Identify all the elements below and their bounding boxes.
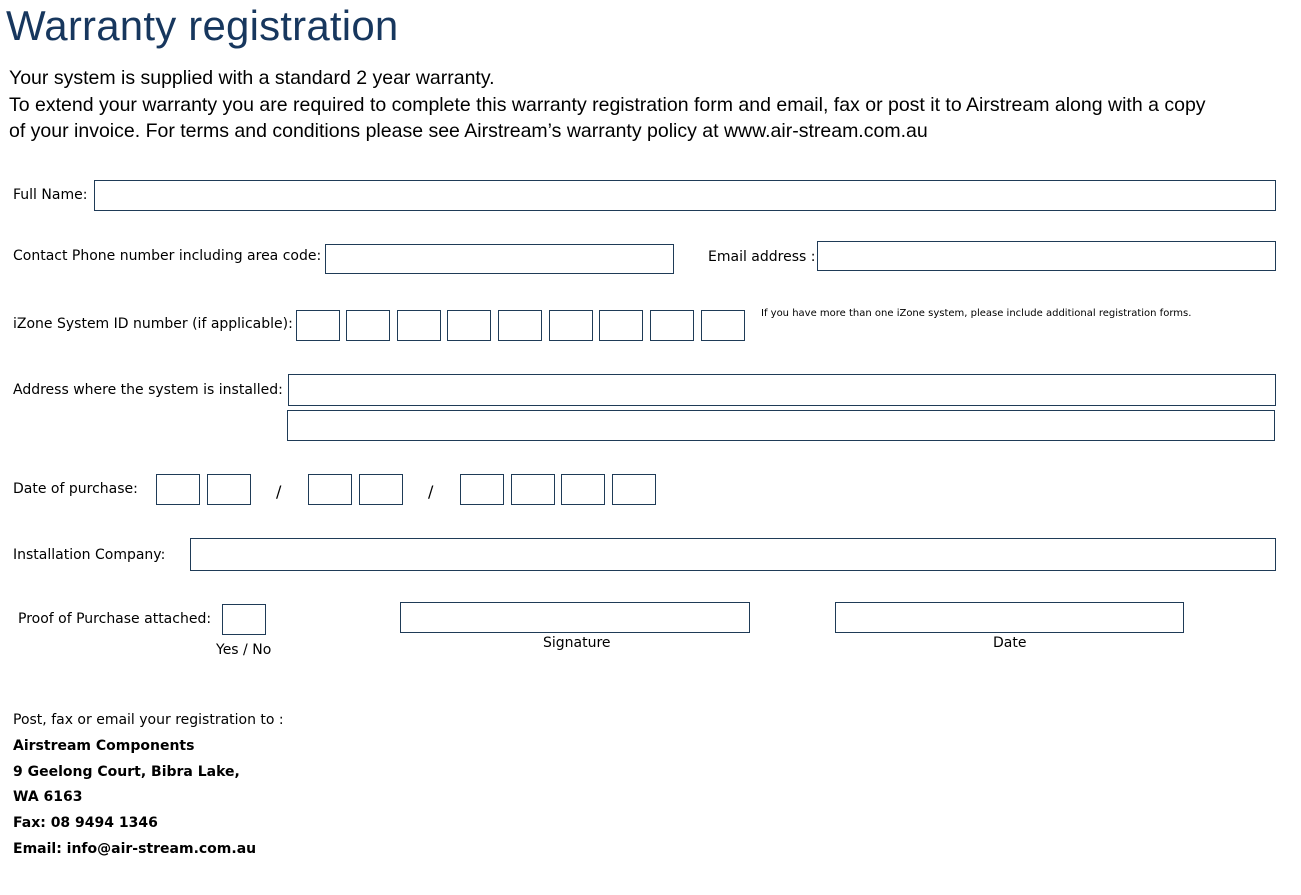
full-name-field[interactable] xyxy=(94,180,1276,211)
izone-digit-box[interactable] xyxy=(447,310,491,341)
installer-label: Installation Company: xyxy=(13,547,166,563)
year-digit-box[interactable] xyxy=(460,474,504,505)
contact-fax: Fax: 08 9494 1346 xyxy=(13,815,158,831)
date-of-purchase-label: Date of purchase: xyxy=(13,481,138,497)
contact-heading: Post, fax or email your registration to : xyxy=(13,712,284,728)
year-digit-box[interactable] xyxy=(511,474,555,505)
contact-street: 9 Geelong Court, Bibra Lake, xyxy=(13,764,240,780)
contact-state: WA 6163 xyxy=(13,789,83,805)
izone-digit-box[interactable] xyxy=(346,310,390,341)
email-field[interactable] xyxy=(817,241,1276,271)
intro-line-1: Your system is supplied with a standard 2 year warranty. xyxy=(9,67,495,89)
installer-field[interactable] xyxy=(190,538,1276,571)
month-digit-box[interactable] xyxy=(308,474,352,505)
izone-label: iZone System ID number (if applicable): xyxy=(13,316,293,332)
izone-digit-box[interactable] xyxy=(701,310,745,341)
day-digit-box[interactable] xyxy=(207,474,251,505)
phone-field[interactable] xyxy=(325,244,674,274)
proof-checkbox[interactable] xyxy=(222,604,266,635)
address-label: Address where the system is installed: xyxy=(13,382,283,398)
signature-date-field[interactable] xyxy=(835,602,1184,633)
page-title: Warranty registration xyxy=(6,2,399,49)
intro-line-3: of your invoice. For terms and conditions please see Airstream’s warranty policy at www.air-stream.com.au xyxy=(9,120,928,142)
izone-digit-box[interactable] xyxy=(650,310,694,341)
full-name-label: Full Name: xyxy=(13,187,88,203)
month-digit-box[interactable] xyxy=(359,474,403,505)
address-line-2-field[interactable] xyxy=(287,410,1275,441)
date-caption: Date xyxy=(993,635,1027,651)
izone-digit-box[interactable] xyxy=(549,310,593,341)
izone-digit-box[interactable] xyxy=(296,310,340,341)
date-separator: / xyxy=(428,482,434,501)
intro-line-2: To extend your warranty you are required to complete this warranty registration form and email, fax or post it to Airstream along with a copy xyxy=(9,94,1206,116)
proof-label: Proof of Purchase attached: xyxy=(18,611,212,627)
yes-no-caption: Yes / No xyxy=(216,642,272,658)
signature-caption: Signature xyxy=(543,635,611,651)
izone-digit-box[interactable] xyxy=(498,310,542,341)
date-separator: / xyxy=(276,482,282,501)
year-digit-box[interactable] xyxy=(561,474,605,505)
signature-field[interactable] xyxy=(400,602,750,633)
izone-note: If you have more than one iZone system, please include additional registration forms. xyxy=(761,308,1192,319)
contact-email: Email: info@air-stream.com.au xyxy=(13,841,257,857)
day-digit-box[interactable] xyxy=(156,474,200,505)
izone-digit-box[interactable] xyxy=(599,310,643,341)
contact-company: Airstream Components xyxy=(13,738,195,754)
address-line-1-field[interactable] xyxy=(288,374,1276,406)
email-label: Email address : xyxy=(708,249,816,265)
izone-digit-box[interactable] xyxy=(397,310,441,341)
year-digit-box[interactable] xyxy=(612,474,656,505)
phone-label: Contact Phone number including area code: xyxy=(13,248,322,264)
